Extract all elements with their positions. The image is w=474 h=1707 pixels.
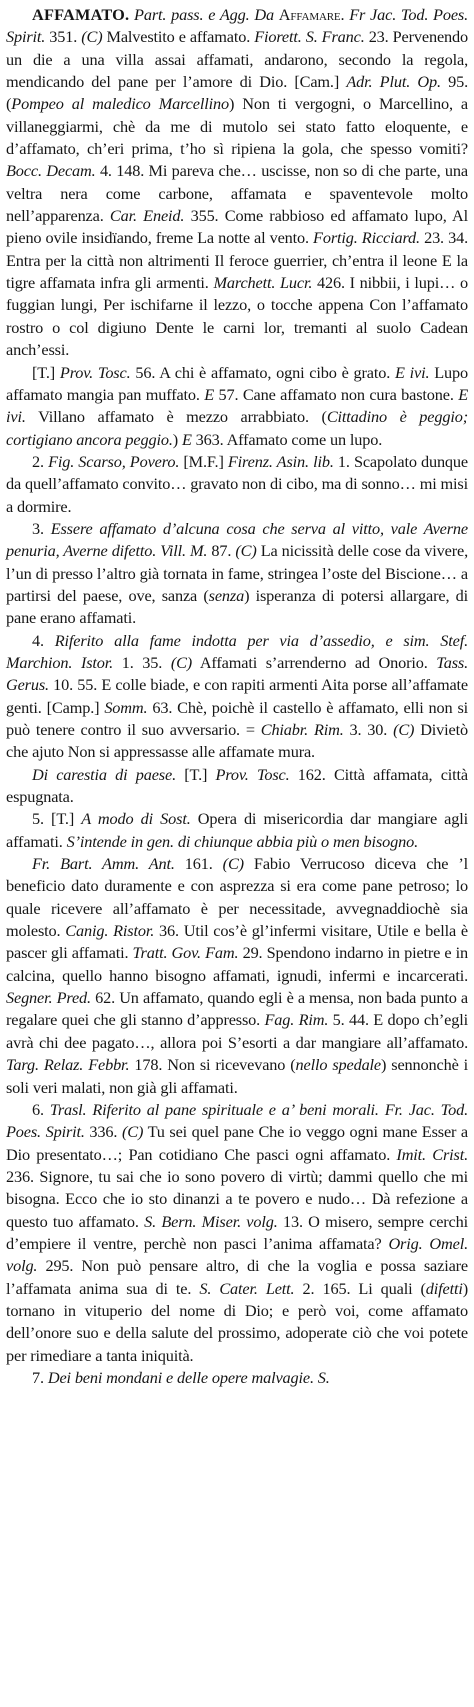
text-run: Pompeo al maledico Marcellino <box>11 94 229 114</box>
text-run: [M.F.] <box>179 451 228 471</box>
text-run: 29. Spendono indarno in pietre e in calcina, quello hanno bisogno affamati, ignudi, infermi e incarcerati. <box>6 943 468 985</box>
text-run: Fiorett. S. Franc. <box>254 27 365 47</box>
text-run: Essere affamato d’alcuna cosa che serva al vitto, vale Averne penuria, Averne difetto. Vill. M. <box>6 518 468 561</box>
text-run: Opera di misericordia dar mangiare agli affamati. <box>6 809 468 851</box>
text-run: Imit. Crist. <box>396 1144 468 1164</box>
text-run: Car. Eneid. <box>109 206 185 226</box>
text-run: Tu sei quel pane Che io veggo ogni mane Esser a Dio presentato…; Pan cotidiano Che pasci ogni affamato. <box>6 1122 468 1164</box>
text-run: 56. A chi è affamato, ogni cibo è grato. <box>130 362 395 382</box>
sense-4 <box>6 630 468 764</box>
sense-7 <box>6 1367 468 1389</box>
text-run: Bocc. Decam. <box>6 161 96 181</box>
text-run: La nicissità delle cose da vivere, l’un di presso l’altro già tornata in fame, stringea l’oste del Biscione… a partirsi del paese, ove, sanza ( <box>6 541 469 605</box>
text-run: E ivi. <box>394 362 430 382</box>
text-run: 4. <box>32 630 55 650</box>
text-run: 1. 35. <box>113 652 171 672</box>
text-run: 178. Non si ricevevano ( <box>129 1055 296 1075</box>
text-run: Canig. Ristor. <box>65 921 155 941</box>
text-run: Riferito alla fame indotta per via d’assedio, e sim. Stef. Marchion. Istor. <box>6 630 468 672</box>
text-run: 36. Util cos’è gl’infermi visitare, Utile e bella è pascer gli affamati. <box>6 921 468 963</box>
sense-6 <box>6 1099 468 1367</box>
entry-proverbs <box>6 362 468 451</box>
text-run: 5. [T.] <box>32 809 82 829</box>
text-run: Affamati s’arrenderno ad Onorio. <box>192 652 437 672</box>
text-run: 351. <box>45 27 82 47</box>
text-run: Affamare. <box>278 5 345 24</box>
text-run: 3. <box>32 518 51 538</box>
text-run: ) tornano in vituperio del nome di Dio; e però voi, come affamato dell’onore suo e della salute del prossimo, adoperate ciò che voi potete per rimediare a tanta iniquità. <box>6 1278 468 1365</box>
text-run: ) isperanza di potersi allargare, di pane erano affamati. <box>6 585 468 628</box>
text-run: S. Cater. Lett. <box>199 1278 295 1298</box>
text-run: Fr. Bart. Amm. Ant. <box>32 854 175 874</box>
text-run: 426. I nibbii, i lupi… o fuggian lungi, Per ischifarne il lezzo, o tocche appena Con l’affamato rostro o col digiuno Dente le carni lor, tremanti al suolo Cadean anch’essi. <box>6 273 468 360</box>
text-run: Adr. Plut. Op. <box>346 72 441 92</box>
text-run: Chiabr. Rim. <box>260 720 344 739</box>
text-run: Fag. Rim. <box>264 1010 329 1030</box>
text-run: ) <box>172 429 182 449</box>
text-run: 2. <box>32 451 49 471</box>
text-run: 1. Scapolato dunque da quell’affamato convito… gravato non di cibo, ma di sonno… mi misi a dormire. <box>6 451 468 516</box>
text-run: (C) <box>222 854 244 874</box>
text-run: 161. <box>174 854 223 874</box>
text-run: Dei beni mondani e delle opere malvagie. S. <box>47 1367 330 1387</box>
text-run: 10. 55. E colle biade, e con rapiti armenti Aita porse all’affamate genti. [Camp.] <box>6 675 468 717</box>
sense-3 <box>6 518 468 630</box>
text-run: Fig. Scarso, Povero. <box>48 451 180 471</box>
text-run: ) Non ti vergogni, o Marcellino, a villaneggiarmi, chè da me di mutolo sei stato fatto eloquente, e d’affamato, ch’eri prima, t’ho sì ripiena la gola, che spesso vomiti? <box>6 94 468 159</box>
text-run: 4. 148. Mi pareva che… uscisse, non so di che parte, una veltra nera come carbone, affamata e spaventevole molto nell’apparenza. <box>6 161 468 226</box>
sense-5-citations <box>6 853 468 1099</box>
text-run: Cittadino è peggio; cortigiano ancora peggio. <box>6 407 468 449</box>
text-run: Segner. Pred. <box>6 988 91 1008</box>
text-run: 363. Affamato come un lupo. <box>191 429 383 449</box>
text-run: Prov. Tosc. <box>59 362 131 382</box>
text-run: (C) <box>393 720 415 739</box>
text-run: Targ. Relaz. Febbr. <box>6 1055 130 1075</box>
text-run: Prov. Tosc. <box>215 764 290 784</box>
text-run: (C) <box>170 652 193 672</box>
text-run: 62. Un affamato, quando egli è a mensa, non bada punto a regalare quei che gli stanno d’appresso. <box>6 988 468 1030</box>
sense-5 <box>6 808 468 853</box>
text-run: Firenz. Asin. lib. <box>227 451 334 471</box>
text-run: 23. Pervenendo un die a una villa assai affamati, andarono, secondo la regola, mendicando del pane per l’amore di Dio. [Cam.] <box>6 27 468 92</box>
dictionary-entry <box>6 4 468 1389</box>
text-run: ) sennonchè i soli veri malati, non già gli affamati. <box>6 1055 469 1097</box>
text-run: (C) <box>235 541 257 561</box>
text-run: 63. Chè, poichè il castello è affamato, elli non si può tenere contro il suo avversario. = <box>6 697 469 739</box>
text-run: 87. <box>207 541 236 561</box>
entry-definition-main <box>6 4 468 362</box>
text-run: nello spedale <box>295 1055 382 1075</box>
text-run: Di carestia di paese. <box>32 764 176 784</box>
text-run: Somm. <box>104 697 148 717</box>
text-run: 57. Cane affamato non cura bastone. <box>214 384 459 404</box>
text-run: Marchett. Lucr. <box>213 273 313 293</box>
text-run: 336. <box>84 1122 122 1142</box>
text-run: 355. Come rabbioso ed affamato lupo, Al pieno ovile insidïando, freme La notte al vento. <box>6 206 468 248</box>
text-run: Malvestito e affamato. <box>102 27 255 47</box>
text-run: Orig. Omel. volg. <box>6 1233 468 1276</box>
text-run: 2. 165. Li quali ( <box>294 1278 426 1298</box>
text-run: Fr Jac. Tod. Poes. Spirit. <box>6 5 469 47</box>
text-run: Tratt. Gov. Fam. <box>132 943 239 963</box>
text-run: [T.] <box>175 764 216 784</box>
text-run: Part. pass. e Agg. <box>134 5 250 24</box>
text-run: difetti <box>425 1278 463 1298</box>
sense-4-subsense <box>6 764 468 809</box>
text-run: 6. <box>32 1099 50 1119</box>
text-run: 13. O misero, sempre cerchi d’empiere il ventre, perchè non pasci l’anima affamata? <box>6 1211 468 1253</box>
text-run: senza <box>208 585 245 605</box>
text-run: E ivi. <box>6 384 468 427</box>
text-run: [T.] <box>32 362 60 382</box>
text-run: 162. Città affamata, città espugnata. <box>6 764 468 807</box>
text-run: 3. 30. <box>343 720 394 739</box>
text-run: 295. Non può pensare altro, di che la voglia e possa saziare l’affamata anima sua di te. <box>6 1256 468 1298</box>
text-run: E <box>181 429 192 449</box>
text-run: 23. 34. Entra per la città non altrimenti Il feroce guerrier, ch’entra il leone E la tigre affamata infra gli armenti. <box>6 228 468 293</box>
text-run: 5. 44. E dopo ch’egli avrà chi dee pagato…, allora poi S’esorti a dar mangiare all’affamato. <box>6 1010 468 1052</box>
text-run: (C) <box>81 27 103 47</box>
text-run: 236. Signore, tu sai che io sono povero di virtù; dammi quello che mi bisogna. Ecco che io sto dinanzi a te povero e nudo… Dà refezione a questo tuo affamato. <box>6 1166 468 1231</box>
text-run: A modo di Sost. <box>81 809 191 829</box>
text-run: S’intende in gen. di chiunque abbia più o men bisogno. <box>66 831 418 851</box>
text-run: Fortig. Ricciard. <box>313 228 420 248</box>
text-run: (C) <box>121 1122 144 1142</box>
text-run: Trasl. Riferito al pane spirituale e a’ beni morali. Fr. Jac. Tod. Poes. Spirit. <box>6 1099 468 1142</box>
text-run: S. Bern. Miser. volg. <box>144 1211 278 1231</box>
text-run: 95. ( <box>6 72 468 114</box>
headword: AFFAMATO. <box>32 5 130 24</box>
text-run: E <box>204 384 215 404</box>
text-run: Fabio Verrucoso diceva che ’l beneficio dato duramente e con asprezza si era come pane petroso; lo quale ricevere all’affamato è per necessitade, avvegnaddiochè sia molesto. <box>6 854 468 941</box>
text-run: Tass. Gerus. <box>6 652 468 695</box>
text-run: Da <box>254 5 274 24</box>
text-run: 7. <box>32 1367 48 1387</box>
sense-2 <box>6 451 468 518</box>
text-run: Lupo affamato mangia pan muffato. <box>6 362 468 404</box>
text-run: Villano affamato è mezzo arrabbiato. ( <box>25 407 327 427</box>
text-run: Divietò che ajuto Non si appressasse alle affamate mura. <box>6 720 468 762</box>
